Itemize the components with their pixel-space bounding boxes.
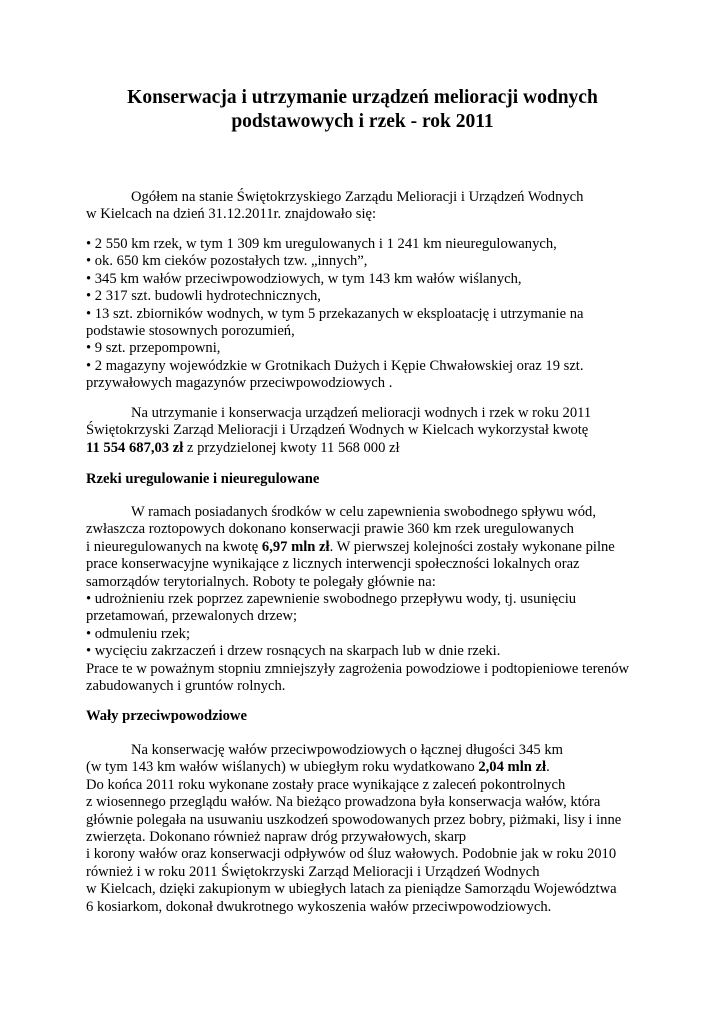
intro-line: w Kielcach na dzień 31.12.2011r. znajdowało się: xyxy=(86,206,377,223)
rivers-amount: 6,97 mln zł xyxy=(261,538,330,555)
rivers-heading: Rzeki uregulowanie i nieuregulowane xyxy=(86,471,320,487)
rivers-line: prace konserwacyjne wynikające z licznych interwencji społeczności lokalnych oraz xyxy=(86,556,580,573)
rivers-line: • wycięciu zakrzaczeń i drzew rosnących na skarpach lub w dnie rzeki. xyxy=(86,643,501,660)
list-item: • 2 317 szt. budowli hydrotechnicznych, xyxy=(86,288,321,305)
title-line-1: Konserwacja i utrzymanie urządzeń melioracji wodnych xyxy=(127,87,598,108)
levees-paragraph xyxy=(86,742,666,916)
levees-line: zwierzęta. Dokonano również napraw dróg przywałowych, skarp xyxy=(86,829,467,846)
budget-line: Na utrzymanie i konserwacja urządzeń melioracji wodnych i rzek w roku 2011 xyxy=(131,405,592,421)
levees-line: 6 kosiarkom, dokonał dwukrotnego wykoszenia wałów przeciwpowodziowych. xyxy=(86,898,552,915)
levees-amount: 2,04 mln zł xyxy=(478,759,547,776)
list-item: • ok. 650 km cieków pozostałych tzw. „innych”, xyxy=(86,253,368,270)
title-line-2: podstawowych i rzek - rok 2011 xyxy=(231,111,494,132)
rivers-line: • odmuleniu rzek; xyxy=(86,625,190,642)
budget-line xyxy=(86,440,666,457)
rivers-line: Prace te w poważnym stopniu zmniejszyły zagrożenia powodziowe i podtopieniowe terenów xyxy=(86,660,630,677)
levees-line: również i w roku 2011 Świętokrzyski Zarząd Melioracji i Urządzeń Wodnych xyxy=(86,863,540,880)
budget-amount: 11 554 687,03 zł xyxy=(86,439,184,456)
list-item-continuation: przywałowych magazynów przeciwpowodziowych . xyxy=(86,375,393,392)
rivers-line xyxy=(86,539,666,556)
levees-line: głównie polegała na usuwaniu uszkodzeń spowodowanych przez bobry, piżmaki, lisy i inne xyxy=(86,811,622,828)
levees-line: i korony wałów oraz konserwacji odpływów od śluz wałowych. Podobnie jak w roku 2010 xyxy=(86,846,617,863)
budget-rest: z przydzielonej kwoty 11 568 000 zł xyxy=(183,439,400,456)
list-item: • 13 szt. zbiorników wodnych, w tym 5 przekazanych w eksploatację i utrzymanie na xyxy=(86,305,584,322)
rivers-line: samorządów terytorialnych. Roboty te polegały głównie na: xyxy=(86,573,436,590)
levees-line: w Kielcach, dzięki zakupionym w ubiegłych latach za pieniądze Samorządu Województwa xyxy=(86,881,617,898)
rivers-text: i nieuregulowanych na kwotę xyxy=(86,538,262,555)
levees-text: (w tym 143 km wałów wiślanych) w ubiegłym roku wydatkowano xyxy=(86,759,479,776)
rivers-text: . W pierwszej kolejności zostały wykonane pilne xyxy=(329,538,615,555)
budget-line: Świętokrzyski Zarząd Melioracji i Urządzeń Wodnych w Kielcach wykorzystał kwotę xyxy=(86,422,589,439)
rivers-line: W ramach posiadanych środków w celu zapewnienia swobodnego spływu wód, xyxy=(131,504,596,520)
list-item: • 345 km wałów przeciwpowodziowych, w tym 143 km wałów wiślanych, xyxy=(86,270,522,287)
levees-heading: Wały przeciwpowodziowe xyxy=(86,708,247,724)
rivers-paragraph xyxy=(86,504,666,695)
rivers-line: zabudowanych i gruntów rolnych. xyxy=(86,678,286,695)
list-item-continuation: podstawie stosownych porozumień, xyxy=(86,323,295,340)
rivers-line: zwłaszcza roztopowych dokonano konserwacji prawie 360 km rzek uregulowanych xyxy=(86,521,574,538)
inventory-list xyxy=(86,236,666,393)
levees-line: Na konserwację wałów przeciwpowodziowych o łącznej długości 345 km xyxy=(131,742,563,758)
intro-line: Ogółem na stanie Świętokrzyskiego Zarządu Melioracji i Urządzeń Wodnych xyxy=(131,189,584,205)
document-title xyxy=(60,86,665,134)
levees-line xyxy=(86,759,666,776)
list-item: • 9 szt. przepompowni, xyxy=(86,340,221,357)
rivers-line: • udrożnieniu rzek poprzez zapewnienie swobodnego przepływu wody, tj. usunięciu xyxy=(86,591,577,608)
list-item: • 2 550 km rzek, w tym 1 309 km uregulowanych i 1 241 km nieuregulowanych, xyxy=(86,236,557,252)
levees-text: . xyxy=(546,759,550,776)
budget-paragraph xyxy=(86,405,666,457)
rivers-line: przetamowań, przewalonych drzew; xyxy=(86,608,298,625)
intro-paragraph xyxy=(86,189,666,224)
levees-line: z wiosennego przeglądu wałów. Na bieżąco prowadzona była konserwacja wałów, która xyxy=(86,794,601,811)
list-item: • 2 magazyny wojewódzkie w Grotnikach Dużych i Kępie Chwałowskiej oraz 19 szt. xyxy=(86,357,584,374)
levees-line: Do końca 2011 roku wykonane zostały prace wynikające z zaleceń pokontrolnych xyxy=(86,776,566,793)
